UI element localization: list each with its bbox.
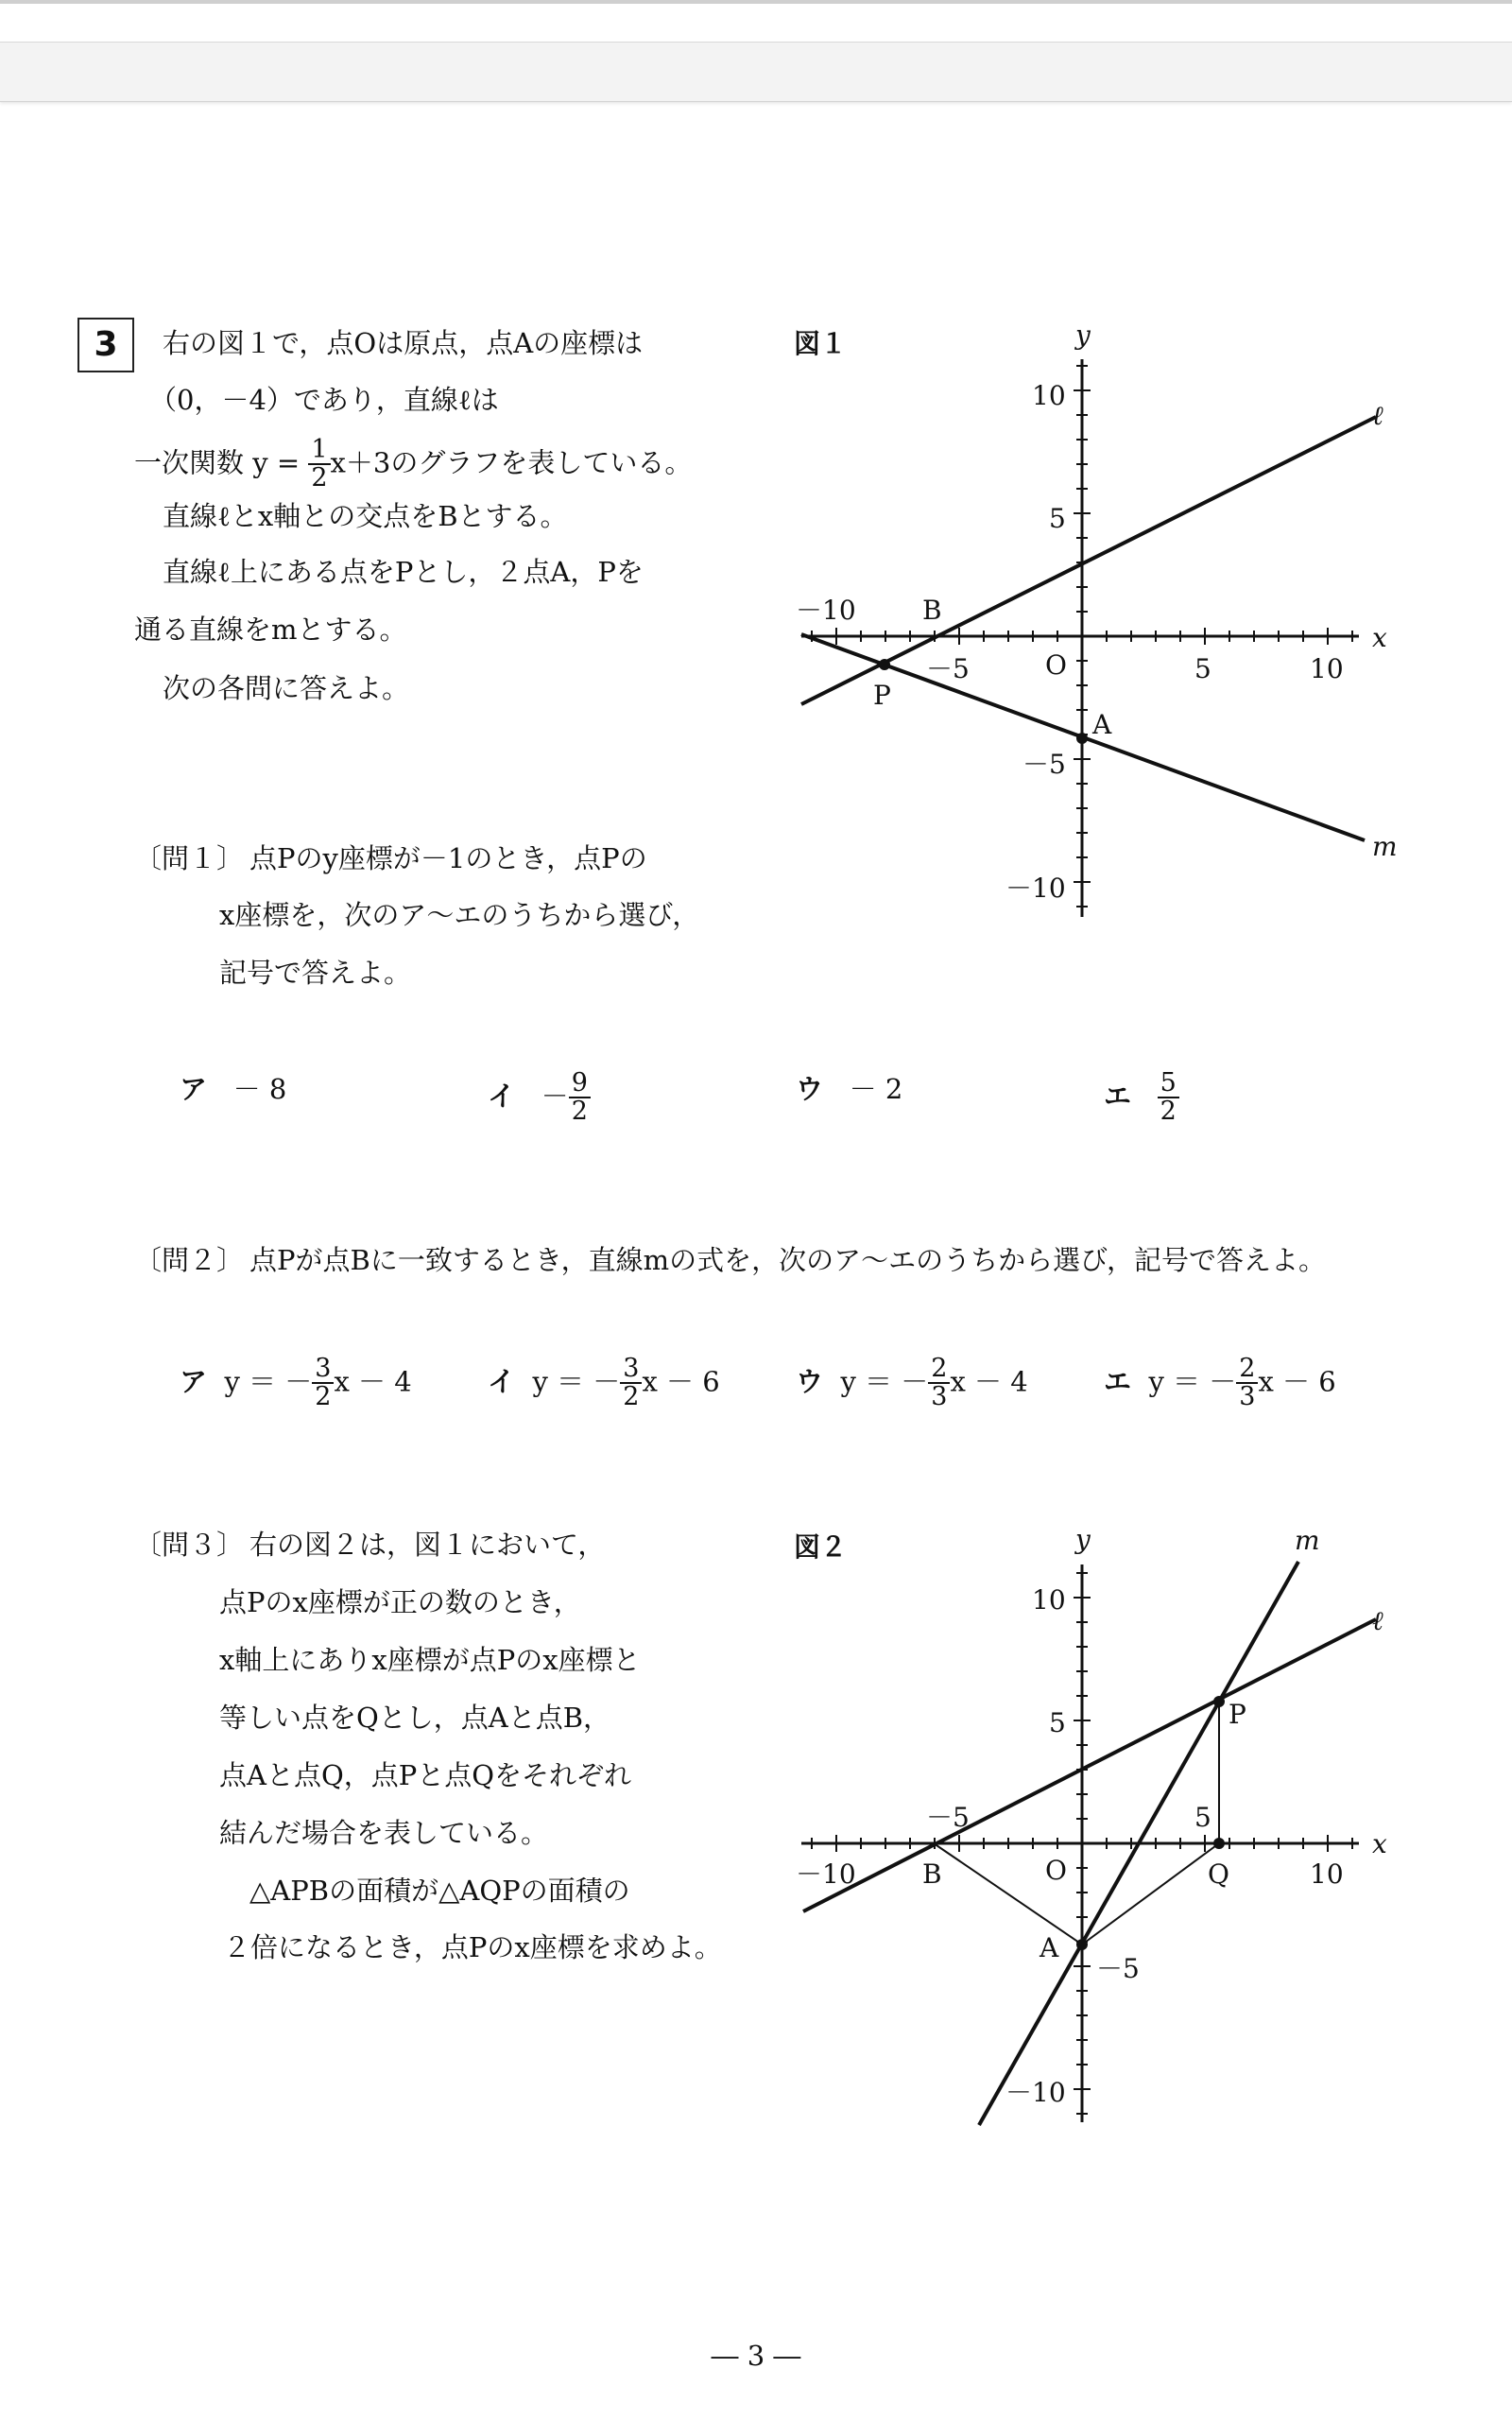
fig1-tick-yneg10: －10 [1005,873,1066,904]
fraction: $\frac{1}{2}$ [308,437,330,493]
fig2-segment-AQ [1082,1843,1219,1945]
q2-choice-i: イ y ＝ － $\frac{3}{2}$ x － 6 [488,1354,720,1412]
fig1-label-P: P [873,680,891,711]
fig2-label-P: P [1228,1699,1246,1730]
fig2-x-label: x [1372,1828,1387,1859]
q3-line-6: 結んだ場合を表している。 [219,1817,549,1849]
fig1-y-label: y [1075,320,1091,351]
intro-line-7: 次の各問に答えよ。 [163,672,410,704]
fig2-line-l [803,1619,1376,1911]
q3-line-5: 点Aと点Q，点Pと点Qをそれぞれ [219,1759,632,1791]
q3-line-8: ２倍になるとき，点Pのx座標を求めよ。 [223,1931,722,1963]
q1-choice-a: ア － 8 [180,1073,287,1105]
fig2-tick-x5: 5 [1194,1802,1211,1833]
fig1-tick-xneg10: －10 [796,595,856,626]
q1-choice-e: エ $\frac{5}{2}$ [1104,1070,1179,1126]
intro-line-5: 直線ℓ上にある点をPとし，２点A，Pを [163,556,644,588]
fig2-label-A: A [1040,1932,1059,1963]
fig1-tick-yneg5: －5 [1022,749,1066,780]
fig2-tick-yneg10: －10 [1005,2077,1066,2108]
q1-line-3: 記号で答えよ。 [219,957,412,989]
fig1-tick-xneg5: －5 [926,653,970,684]
q3-line-4: 等しい点をQとし，点Aと点B， [219,1702,611,1734]
fig1-label-A: A [1092,709,1112,740]
q2-choice-a: ア y ＝ － $\frac{3}{2}$ x － 4 [180,1354,412,1412]
fig2-origin-label: O [1045,1855,1067,1886]
fig2-y-label: y [1075,1524,1091,1555]
q2-choice-e: エ y ＝ － $\frac{2}{3}$ x － 6 [1104,1354,1336,1412]
fig2-label-m: m [1295,1525,1320,1556]
q3-line-7: △APBの面積が△AQPの面積の [249,1875,630,1907]
fig1-origin-label: O [1045,649,1067,681]
q1-choice-u: ウ － 2 [796,1073,903,1105]
intro-line-3: 一次関数 y = $\frac{1}{2}$ x＋3のグラフを表している。 [134,435,693,493]
intro-line-4: 直線ℓとx軸との交点をBとする。 [163,500,568,532]
q1-line-2: x座標を，次のア～エのうちから選び， [219,899,700,931]
q3-line-2: 点Pのx座標が正の数のとき， [219,1586,581,1618]
fig1-label-l: ℓ [1372,400,1383,431]
intro-line-2: （0，－4）であり，直線ℓは [149,384,499,416]
q2-text: 点Pが点Bに一致するとき，直線mの式を，次のア～エのうちから選び，記号で答えよ。 [249,1244,1327,1276]
fig1-tick-y10: 10 [1032,380,1066,411]
fig2-point-Q-dot [1213,1838,1225,1849]
intro-line-6: 通る直線をmとする。 [134,614,407,646]
q2-label: 〔問２〕 [134,1244,245,1276]
q1-label: 〔問１〕 [134,842,245,874]
fig2-point-P-dot [1213,1696,1225,1707]
q3-line-3: x軸上にありx座標が点Pのx座標と [219,1644,641,1676]
fig1-x-label: x [1372,622,1387,653]
figure-1-title: 図１ [794,328,848,359]
fig2-tick-xneg10: －10 [796,1858,856,1890]
page-number: ― 3 ― [711,2340,801,2372]
problem-number: 3 [77,318,134,372]
fig2-label-B: B [922,1858,942,1890]
q3-line-1: 右の図２は，図１において， [249,1529,606,1561]
intro-line-1: 右の図１で，点Oは原点，点Aの座標は [163,327,644,359]
fig2-tick-yneg5: －5 [1096,1953,1140,1984]
fig2-tick-y5: 5 [1049,1707,1066,1738]
fig2-label-l: ℓ [1372,1605,1383,1636]
fig2-tick-xneg5: －5 [926,1802,970,1833]
fig1-tick-x10: 10 [1310,653,1344,684]
fig2-tick-y10: 10 [1032,1584,1066,1616]
fig2-point-A-dot [1076,1939,1088,1950]
q2-choice-u: ウ y ＝ － $\frac{2}{3}$ x － 4 [796,1354,1028,1412]
fig1-label-m: m [1372,831,1398,862]
fig1-label-B: B [922,595,942,626]
fig2-label-Q: Q [1208,1858,1229,1890]
q3-label: 〔問３〕 [134,1529,245,1561]
figure-2-title: 図２ [794,1531,848,1563]
fig1-tick-y5: 5 [1049,503,1066,534]
q1-choice-i: イ － $\frac{9}{2}$ [488,1070,591,1126]
fig1-tick-x5: 5 [1194,653,1211,684]
q1-line-1: 点Pのy座標が－1のとき，点Pの [249,842,647,874]
fig2-tick-x10: 10 [1310,1858,1344,1890]
